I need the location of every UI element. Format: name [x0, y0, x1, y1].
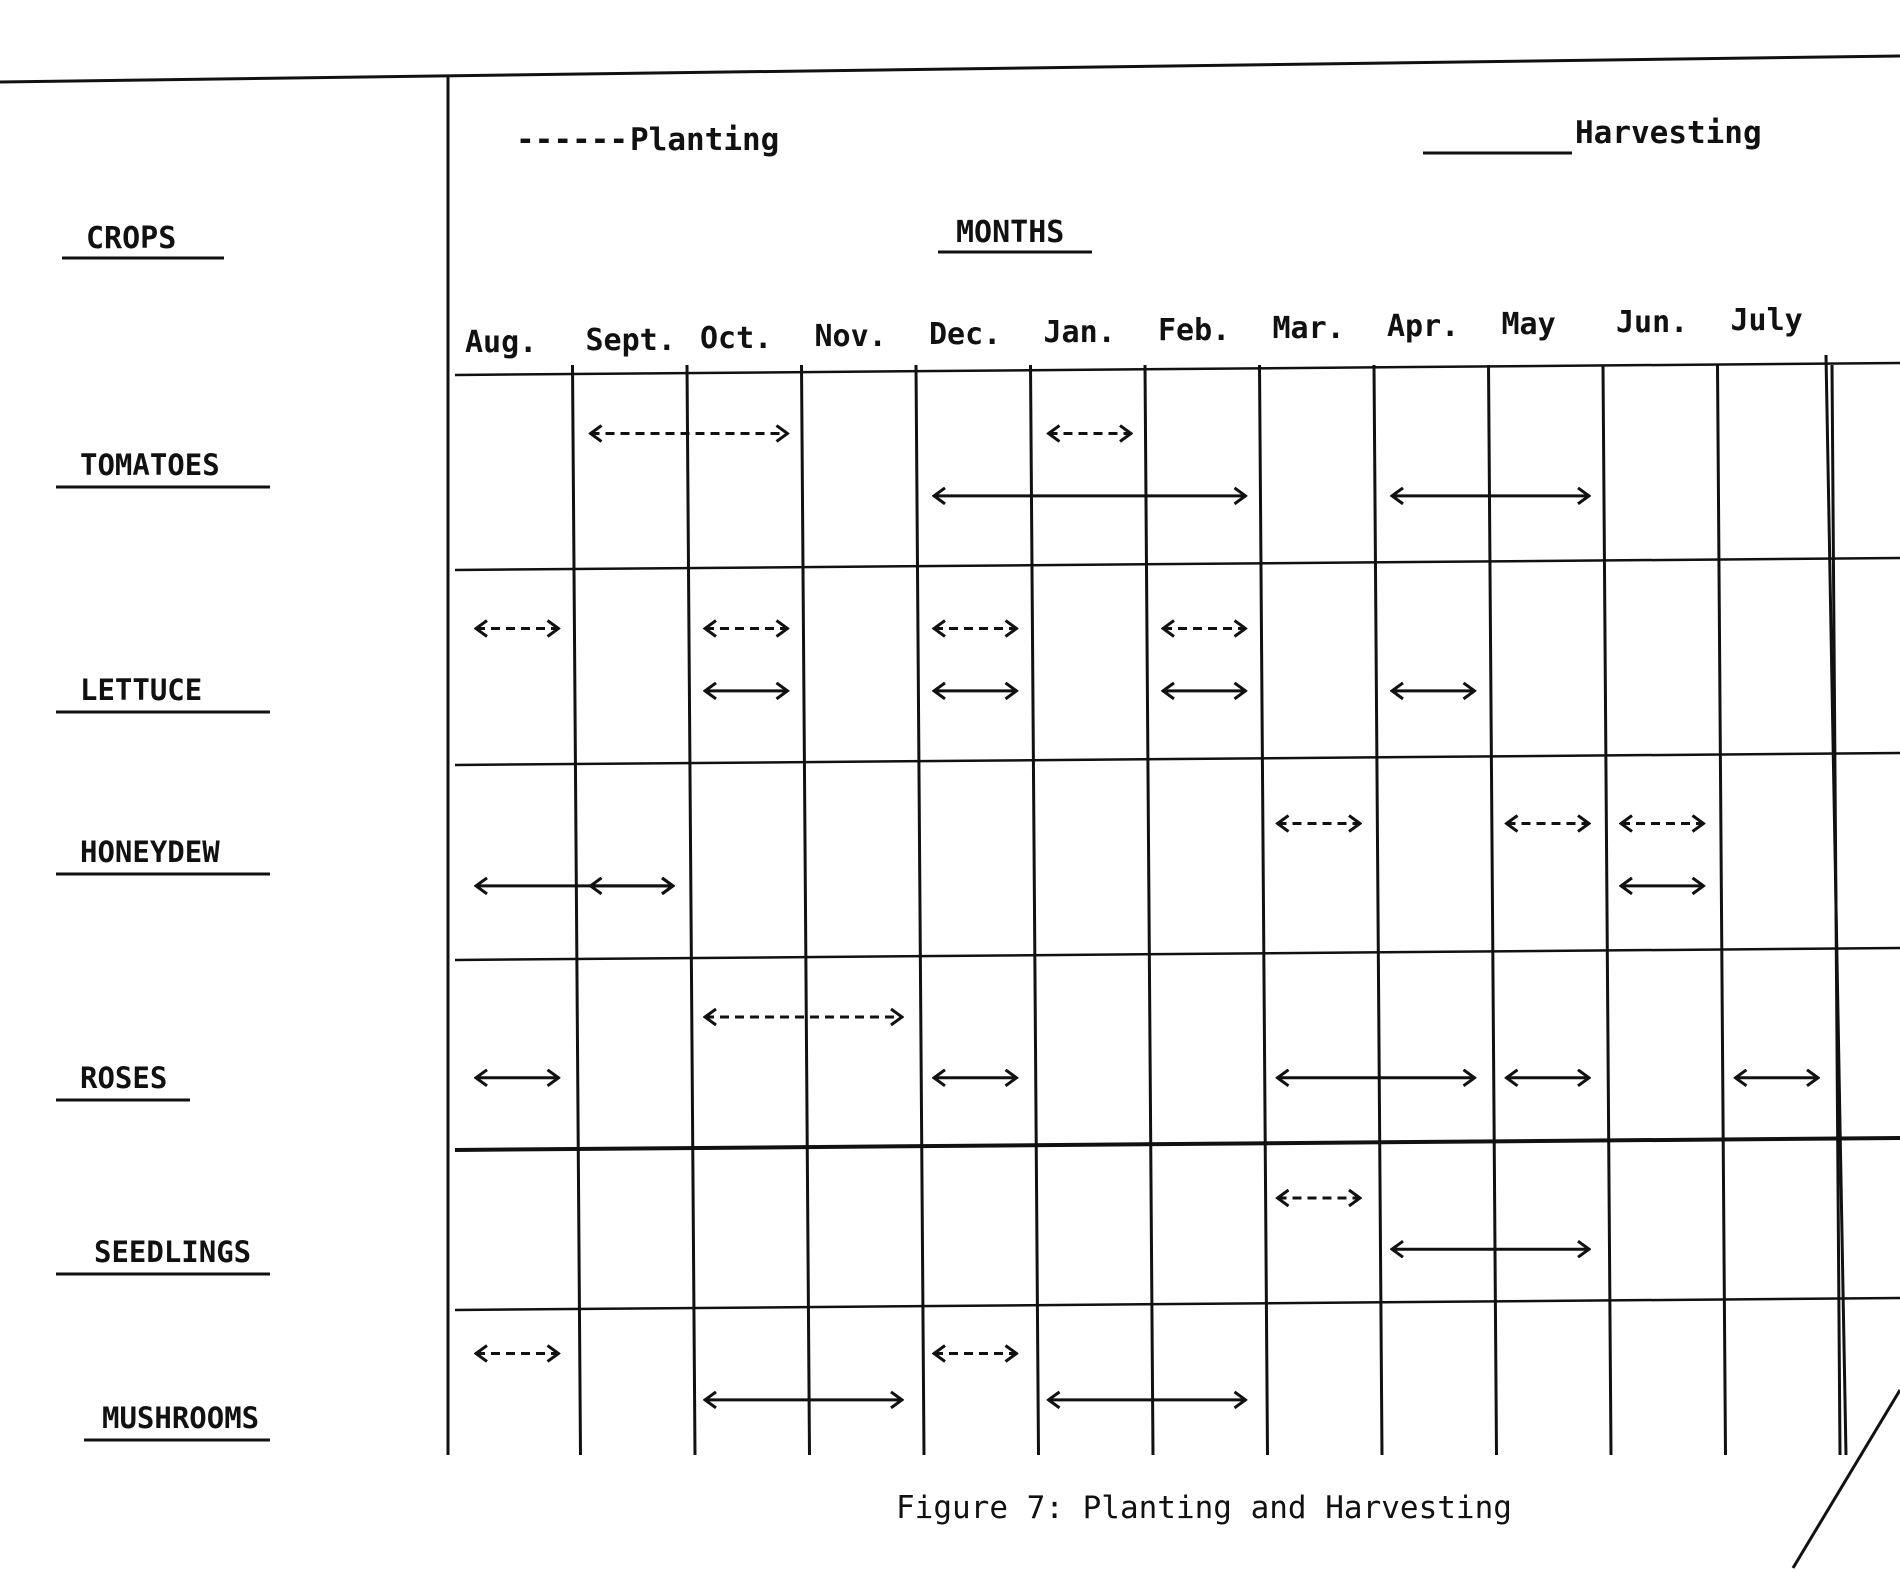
crops-header: CROPS [86, 221, 177, 256]
grid-lines [0, 56, 1900, 1568]
row-dividers [455, 363, 1900, 1310]
month-divider-line [916, 365, 924, 1455]
month-divider-line [802, 365, 810, 1455]
crop-label: TOMATOES [80, 448, 220, 482]
month-label: Mar. [1272, 311, 1345, 346]
month-label: Dec. [929, 317, 1002, 352]
months-header: MONTHS [956, 215, 1065, 250]
legend-harvesting-label: Harvesting [1575, 115, 1762, 151]
month-labels [465, 303, 1803, 360]
row-divider-line [455, 363, 1900, 375]
month-label: Apr. [1387, 309, 1460, 344]
crop-label: HONEYDEW [80, 835, 220, 869]
crop-label: ROSES [80, 1061, 168, 1095]
month-label: Jun. [1616, 305, 1689, 340]
month-divider-line [1374, 365, 1382, 1455]
month-divider-line [1031, 365, 1039, 1455]
month-divider-line [1603, 365, 1611, 1455]
crop-label: MUSHROOMS [102, 1401, 260, 1435]
month-label: July [1730, 303, 1803, 338]
month-dividers [573, 365, 1841, 1455]
month-divider-line [1718, 365, 1726, 1455]
crop-labels [56, 448, 270, 1440]
crop-label: SEEDLINGS [94, 1235, 252, 1269]
month-divider-line [1260, 365, 1268, 1455]
month-label: Jan. [1043, 315, 1116, 350]
month-divider-line [1832, 365, 1840, 1455]
month-divider-line [1489, 365, 1497, 1455]
row-divider-line [455, 558, 1900, 570]
row-divider-line [455, 1298, 1900, 1310]
month-divider-line [1145, 365, 1153, 1455]
row-divider-line [455, 1138, 1900, 1150]
row-divider-line [455, 948, 1900, 960]
month-label: Nov. [814, 319, 887, 354]
row-divider-line [455, 753, 1900, 765]
month-label: Aug. [465, 325, 538, 360]
month-label: Sept. [585, 323, 676, 358]
legend-planting-label: Planting [630, 122, 780, 158]
legend-planting-marker: ------ [516, 122, 628, 158]
month-divider-line [573, 365, 581, 1455]
month-label: Feb. [1158, 313, 1231, 348]
month-label: Oct. [700, 321, 773, 356]
month-label: May [1501, 307, 1556, 342]
top-border-line [0, 56, 1900, 82]
figure-caption: Figure 7: Planting and Harvesting [896, 1490, 1512, 1526]
crop-label: LETTUCE [80, 673, 203, 707]
month-divider-line [687, 365, 695, 1455]
